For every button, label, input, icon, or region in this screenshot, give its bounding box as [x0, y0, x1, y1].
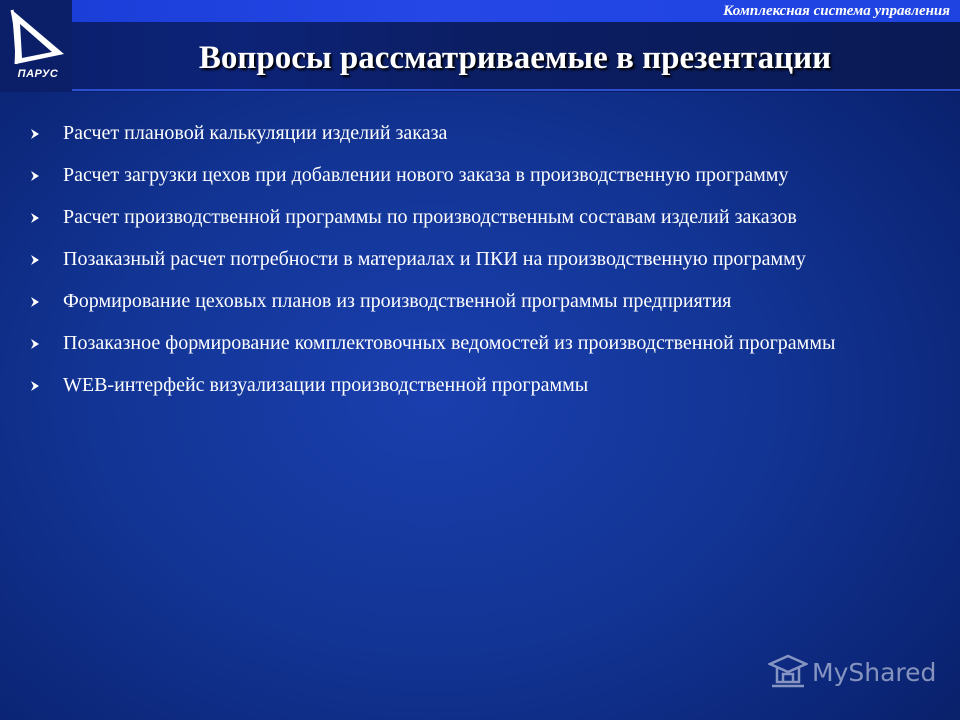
list-item [30, 120, 935, 146]
list-item [30, 372, 935, 398]
list-item [30, 246, 935, 272]
watermark [768, 652, 948, 696]
bullet-list [30, 120, 935, 414]
arrow-bullet-icon [30, 171, 40, 181]
watermark-text: MyShared [812, 658, 937, 687]
arrow-bullet-icon [30, 339, 40, 349]
mortarboard-icon [768, 652, 808, 692]
list-item [30, 288, 935, 314]
sail-logo-icon [2, 2, 70, 72]
list-item [30, 162, 935, 188]
arrow-bullet-icon [30, 129, 40, 139]
list-item-text: Позаказное формирование комплектовочных ведомостей из производственной программы [63, 332, 836, 354]
list-item-text: Расчет производственной программы по производственным составам изделий заказов [63, 206, 797, 228]
list-item-text: Расчет загрузки цехов при добавлении нового заказа в производственную программу [63, 164, 789, 186]
page-title: Вопросы рассматриваемые в презентации [198, 40, 832, 76]
arrow-bullet-icon [30, 297, 40, 307]
list-item-text: Позаказный расчет потребности в материалах и ПКИ на производственную программу [63, 248, 806, 270]
list-item-text: WEB-интерфейс визуализации производственной программы [63, 374, 589, 396]
tagline: Комплексная система управления [723, 3, 950, 19]
list-item [30, 204, 935, 230]
list-item [30, 330, 935, 356]
logo-text: ПАРУС [17, 68, 59, 80]
list-item-text: Формирование цеховых планов из производственной программы предприятия [63, 290, 732, 312]
arrow-bullet-icon [30, 381, 40, 391]
top-stripe [72, 0, 960, 22]
list-item-text: Расчет плановой калькуляции изделий заказа [63, 122, 448, 144]
logo [0, 0, 72, 92]
arrow-bullet-icon [30, 213, 40, 223]
header-divider [72, 89, 960, 91]
arrow-bullet-icon [30, 255, 40, 265]
